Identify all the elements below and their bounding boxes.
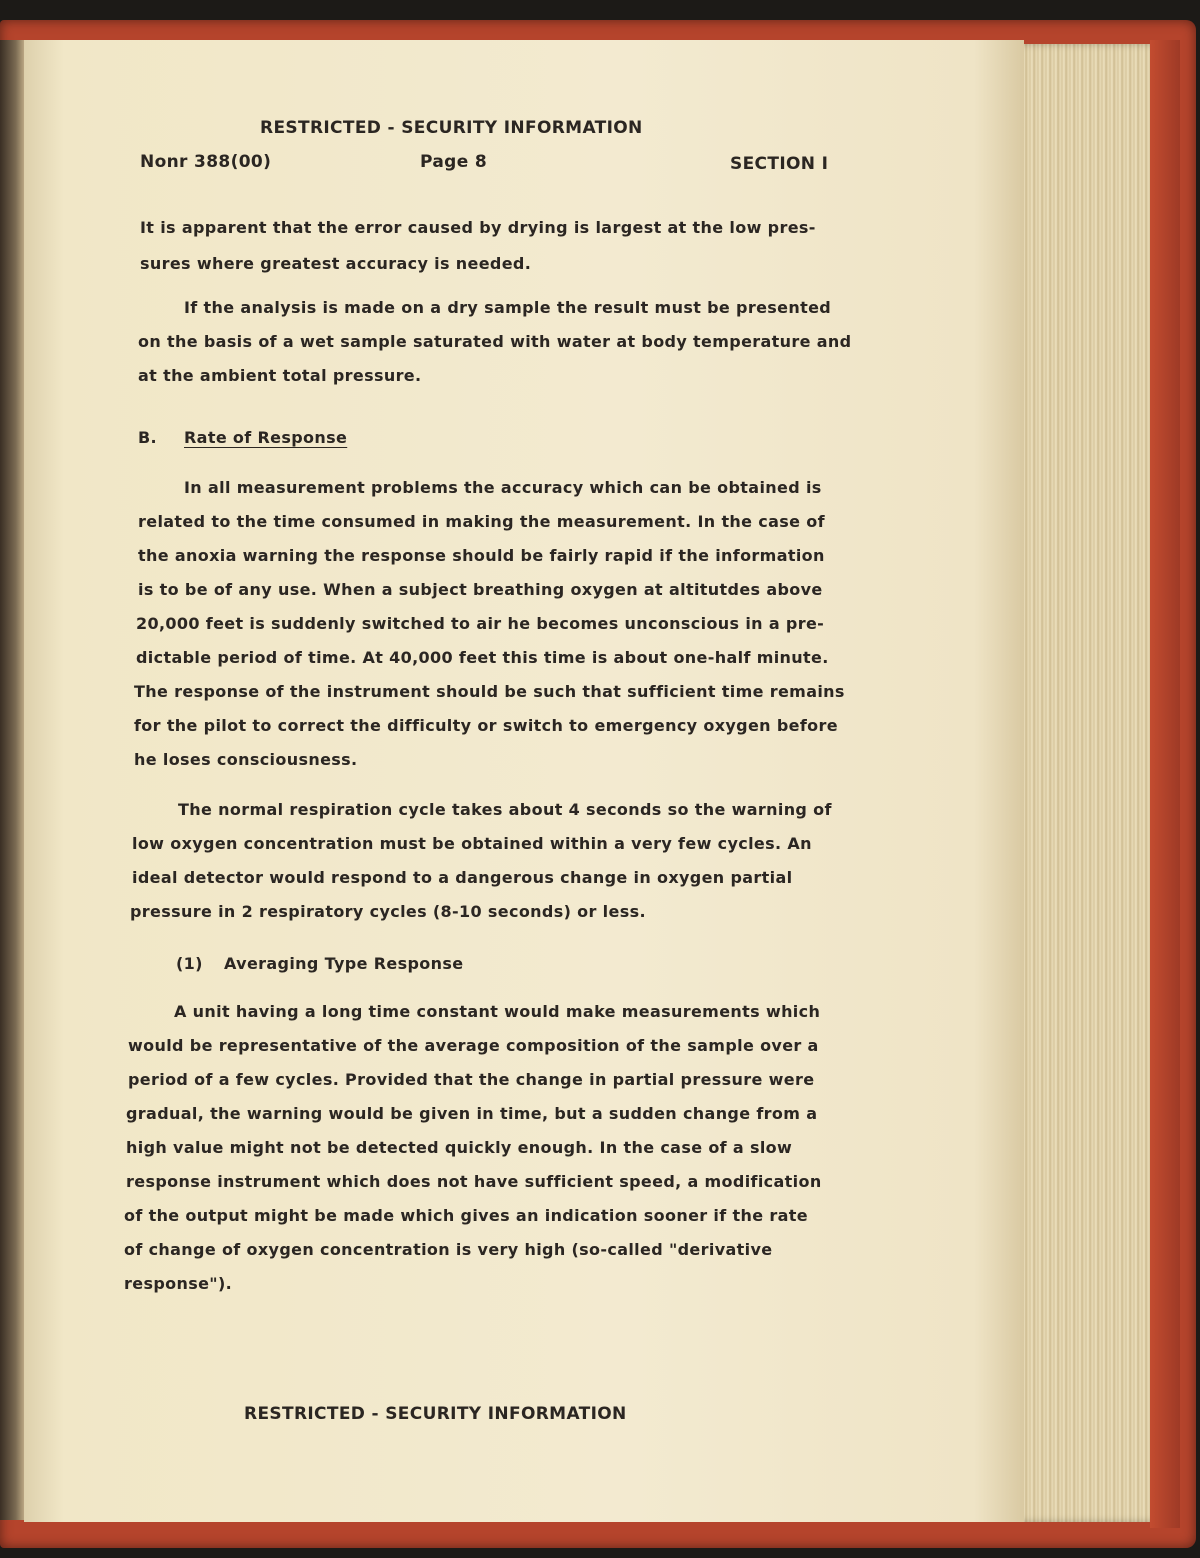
paragraph-line: The response of the instrument should be such that sufficient time remains	[134, 682, 845, 701]
paragraph-line: sures where greatest accuracy is needed.	[140, 254, 532, 273]
paragraph-line: 20,000 feet is suddenly switched to air he becomes unconscious in a pre-	[136, 614, 825, 633]
paragraph-line: response").	[124, 1274, 233, 1293]
paragraph-line: is to be of any use. When a subject breathing oxygen at altitutdes above	[138, 580, 823, 599]
header-title: RESTRICTED - SECURITY INFORMATION	[260, 118, 643, 138]
paragraph-line: If the analysis is made on a dry sample the result must be presented	[184, 298, 832, 317]
paragraph-line: at the ambient total pressure.	[138, 366, 422, 385]
header-page-number: Page 8	[420, 152, 488, 172]
paragraph-line: The normal respiration cycle takes about 4 seconds so the warning of	[178, 800, 832, 819]
paragraph-line: of change of oxygen concentration is very high (so-called "derivative	[124, 1240, 773, 1259]
paragraph-line: ideal detector would respond to a dangerous change in oxygen partial	[132, 868, 793, 887]
paragraph-line: the anoxia warning the response should be fairly rapid if the information	[138, 546, 825, 565]
paragraph-line: would be representative of the average composition of the sample over a	[128, 1036, 819, 1055]
paragraph-line: he loses consciousness.	[134, 750, 358, 769]
footer-classification: RESTRICTED - SECURITY INFORMATION	[244, 1404, 627, 1424]
paragraph-line: In all measurement problems the accuracy which can be obtained is	[184, 478, 822, 497]
paragraph-line: high value might not be detected quickly enough. In the case of a slow	[126, 1138, 793, 1157]
book-gutter	[0, 40, 26, 1520]
header-section: SECTION I	[730, 154, 829, 174]
paragraph-line: on the basis of a wet sample saturated with water at body temperature and	[138, 332, 852, 351]
paragraph-line: It is apparent that the error caused by drying is largest at the low pres-	[140, 218, 816, 237]
subsection-label: (1)	[176, 954, 203, 973]
page-edges	[1012, 44, 1160, 1522]
section-heading: Rate of Response	[184, 428, 348, 447]
paragraph-line: related to the time consumed in making the measurement. In the case of	[138, 512, 825, 531]
paragraph-line: low oxygen concentration must be obtained within a very few cycles. An	[132, 834, 812, 853]
paragraph-line: gradual, the warning would be given in time, but a sudden change from a	[126, 1104, 818, 1123]
header-document-number: Nonr 388(00)	[140, 152, 272, 172]
subsection-heading: Averaging Type Response	[224, 954, 464, 973]
paragraph-line: of the output might be made which gives an indication sooner if the rate	[124, 1206, 808, 1225]
paragraph-line: for the pilot to correct the difficulty or switch to emergency oxygen before	[134, 716, 838, 735]
paragraph-line: response instrument which does not have sufficient speed, a modification	[126, 1172, 822, 1191]
paragraph-line: period of a few cycles. Provided that the change in partial pressure were	[128, 1070, 815, 1089]
document-page	[24, 40, 1024, 1522]
section-label: B.	[138, 428, 157, 447]
book-spine-edge	[1150, 40, 1180, 1528]
paragraph-line: A unit having a long time constant would make measurements which	[174, 1002, 821, 1021]
paragraph-line: dictable period of time. At 40,000 feet this time is about one-half minute.	[136, 648, 829, 667]
paragraph-line: pressure in 2 respiratory cycles (8-10 seconds) or less.	[130, 902, 646, 921]
